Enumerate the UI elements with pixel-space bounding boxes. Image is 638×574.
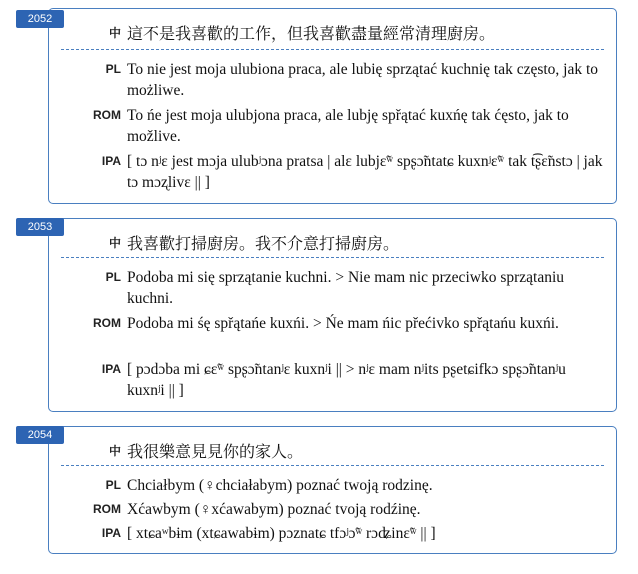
entry-number-badge: 2054: [16, 426, 64, 444]
rom-sentence: To ńe jest moja ulubjona praca, ale lubję spřątać kuxńę tak ćęsto, jak to možlive.: [127, 107, 569, 145]
entry-card-2053: [48, 218, 617, 412]
zh-label: 中: [108, 26, 121, 40]
rom-sentence: Xćawbym (♀xćawabym) poznać tvoją rodźinę.: [127, 501, 421, 518]
entry-number-badge: 2052: [16, 10, 64, 28]
zh-label: 中: [108, 444, 121, 458]
rom-label: ROM: [93, 108, 121, 122]
pl-sentence: Chciałbym (♀chciałabym) poznać twoją rodzinę.: [127, 477, 433, 494]
zh-sentence: 我喜歡打掃廚房。我不介意打掃廚房。: [127, 234, 400, 253]
dashed-divider: [61, 465, 604, 466]
zh-label: 中: [108, 236, 121, 250]
ipa-transcription: [ xtɕaʷbɨm (xtɕawabɨm) pɔznatɕ tfɔʲɔ̃ʷ rɔʥinɛ̃ʷ || ]: [127, 525, 436, 542]
rom-label: ROM: [93, 502, 121, 516]
rom-sentence: Podoba mi śę spřątańe kuxńi. > Ńe mam ńic přećivko spřątańu kuxńi.: [127, 315, 559, 332]
pl-sentence: Podoba mi się sprzątanie kuchni. > Nie mam nic przeciwko sprzątaniu kuchni.: [127, 269, 565, 307]
dashed-divider: [61, 257, 604, 258]
rom-label: ROM: [93, 316, 121, 330]
pl-label: PL: [105, 270, 121, 284]
entry-card-2052: [48, 8, 617, 204]
ipa-transcription: [ pɔdɔba mi ɕɛ̃ʷ spʂɔ̃ntanʲɛ kuxnʲi || > nʲɛ mam nʲits pʂetɕifkɔ spʂɔ̃ntanʲu kuxnʲi || ]: [127, 361, 566, 399]
pl-label: PL: [105, 62, 121, 76]
pl-label: PL: [105, 478, 121, 492]
zh-sentence: 我很樂意見見你的家人。: [127, 442, 304, 461]
zh-row: [49, 231, 616, 255]
ipa-transcription: [ tɔ nʲɛ jest mɔja ulubʲɔna pratsa | alɛ lubjɛ̃ʷ spʂɔ̃ntatɕ kuxnʲɛ̃ʷ tak t͡ʂɛ̃nstɔ | jak tɔ mɔʐlivɛ || ]: [127, 153, 603, 191]
ipa-label: IPA: [101, 154, 121, 168]
zh-row: [49, 21, 616, 45]
zh-sentence: 這不是我喜歡的工作，但我喜歡盡量經常清理廚房。: [127, 24, 496, 43]
dashed-divider: [61, 49, 604, 50]
ipa-label: IPA: [101, 362, 121, 376]
entry-card-2054: [48, 426, 617, 554]
zh-row: [49, 439, 616, 463]
pl-sentence: To nie jest moja ulubiona praca, ale lubię sprzątać kuchnię tak często, jak to możliwe.: [127, 61, 599, 99]
ipa-label: IPA: [101, 526, 121, 540]
entry-number-badge: 2053: [16, 218, 64, 236]
